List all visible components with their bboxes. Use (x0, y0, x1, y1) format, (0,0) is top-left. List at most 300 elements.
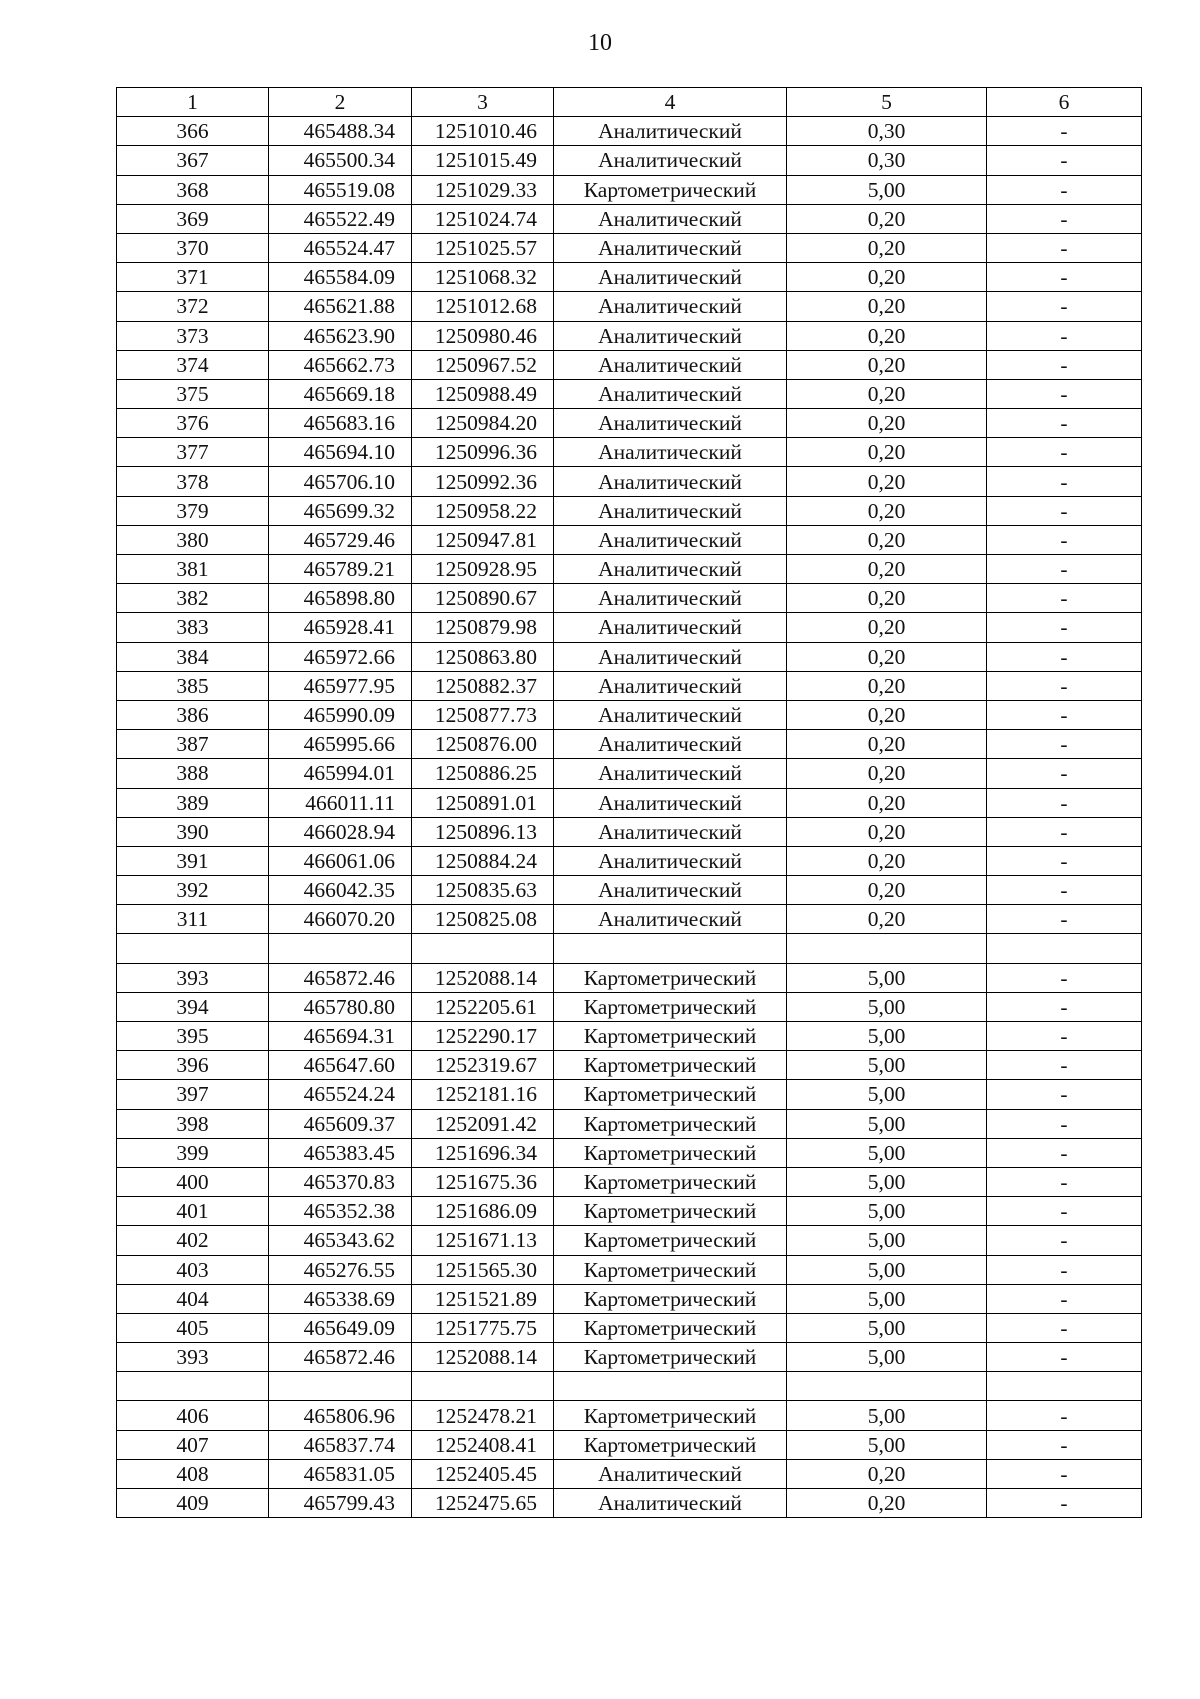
x-coordinate-cell: 465928.41 (269, 613, 412, 642)
method-cell: Аналитический (554, 438, 787, 467)
table-row (117, 1138, 1142, 1167)
y-coordinate-cell: 1250876.00 (412, 730, 554, 759)
x-coordinate-cell: 465338.69 (269, 1284, 412, 1313)
accuracy-cell: 0,20 (787, 292, 987, 321)
table-body (117, 88, 1142, 1518)
method-cell: Картометрический (554, 1255, 787, 1284)
point-number-cell: 379 (117, 496, 269, 525)
x-coordinate-cell: 465837.74 (269, 1430, 412, 1459)
note-cell: - (987, 584, 1142, 613)
accuracy-cell: 5,00 (787, 1080, 987, 1109)
method-cell: Картометрический (554, 1401, 787, 1430)
table-row (117, 1284, 1142, 1313)
x-coordinate-cell: 465972.66 (269, 642, 412, 671)
y-coordinate-cell: 1252205.61 (412, 992, 554, 1021)
method-cell: Аналитический (554, 321, 787, 350)
method-cell (554, 934, 787, 963)
note-cell: - (987, 613, 1142, 642)
y-coordinate-cell: 1252091.42 (412, 1109, 554, 1138)
table-row (117, 525, 1142, 554)
point-number-cell: 393 (117, 1343, 269, 1372)
table-row (117, 963, 1142, 992)
accuracy-cell: 0,30 (787, 117, 987, 146)
accuracy-cell: 0,20 (787, 233, 987, 262)
table-row (117, 409, 1142, 438)
note-cell: - (987, 350, 1142, 379)
method-cell: Картометрический (554, 1313, 787, 1342)
accuracy-cell: 0,20 (787, 613, 987, 642)
method-cell: Картометрический (554, 1080, 787, 1109)
x-coordinate-cell: 465990.09 (269, 700, 412, 729)
accuracy-cell: 5,00 (787, 1430, 987, 1459)
y-coordinate-cell: 1252319.67 (412, 1051, 554, 1080)
y-coordinate-cell: 1250996.36 (412, 438, 554, 467)
accuracy-cell: 5,00 (787, 1022, 987, 1051)
accuracy-cell: 0,20 (787, 555, 987, 584)
table-row (117, 1167, 1142, 1196)
method-cell: Аналитический (554, 350, 787, 379)
y-coordinate-cell: 1250984.20 (412, 409, 554, 438)
method-cell: Аналитический (554, 1489, 787, 1518)
x-coordinate-cell: 465623.90 (269, 321, 412, 350)
method-cell: Аналитический (554, 700, 787, 729)
coordinates-table (116, 87, 1142, 1518)
y-coordinate-cell: 1250825.08 (412, 905, 554, 934)
y-coordinate-cell: 1251696.34 (412, 1138, 554, 1167)
point-number-cell: 371 (117, 263, 269, 292)
method-cell: Аналитический (554, 263, 787, 292)
note-cell: - (987, 1109, 1142, 1138)
table-row (117, 1401, 1142, 1430)
x-coordinate-cell: 465647.60 (269, 1051, 412, 1080)
table-row (117, 1430, 1142, 1459)
point-number-cell: 386 (117, 700, 269, 729)
note-cell: - (987, 292, 1142, 321)
note-cell: - (987, 992, 1142, 1021)
table-row (117, 467, 1142, 496)
note-cell (987, 1372, 1142, 1401)
table-row (117, 934, 1142, 963)
y-coordinate-cell: 1251068.32 (412, 263, 554, 292)
method-cell: Аналитический (554, 555, 787, 584)
point-number-cell: 407 (117, 1430, 269, 1459)
note-cell: - (987, 175, 1142, 204)
y-coordinate-cell: 1252478.21 (412, 1401, 554, 1430)
note-cell: - (987, 730, 1142, 759)
accuracy-cell: 5,00 (787, 175, 987, 204)
y-coordinate-cell: 1250958.22 (412, 496, 554, 525)
point-number-cell: 378 (117, 467, 269, 496)
y-coordinate-cell: 1250884.24 (412, 846, 554, 875)
method-cell: Картометрический (554, 1284, 787, 1313)
accuracy-cell: 0,20 (787, 350, 987, 379)
point-number-cell: 388 (117, 759, 269, 788)
accuracy-cell: 0,20 (787, 204, 987, 233)
note-cell: - (987, 379, 1142, 408)
x-coordinate-cell: 465662.73 (269, 350, 412, 379)
y-coordinate-cell: 1251024.74 (412, 204, 554, 233)
y-coordinate-cell: 1252088.14 (412, 1343, 554, 1372)
y-coordinate-cell: 1250882.37 (412, 671, 554, 700)
table-row (117, 379, 1142, 408)
point-number-cell: 394 (117, 992, 269, 1021)
header-cell: 1 (117, 88, 269, 117)
x-coordinate-cell: 465683.16 (269, 409, 412, 438)
note-cell: - (987, 1051, 1142, 1080)
note-cell: - (987, 759, 1142, 788)
point-number-cell: 402 (117, 1226, 269, 1255)
x-coordinate-cell: 465519.08 (269, 175, 412, 204)
point-number-cell: 395 (117, 1022, 269, 1051)
note-cell: - (987, 1401, 1142, 1430)
x-coordinate-cell: 466042.35 (269, 876, 412, 905)
table-row (117, 1226, 1142, 1255)
y-coordinate-cell: 1250947.81 (412, 525, 554, 554)
accuracy-cell: 0,20 (787, 876, 987, 905)
method-cell: Аналитический (554, 204, 787, 233)
method-cell: Картометрический (554, 1022, 787, 1051)
accuracy-cell: 0,20 (787, 846, 987, 875)
y-coordinate-cell: 1252088.14 (412, 963, 554, 992)
point-number-cell: 375 (117, 379, 269, 408)
point-number-cell: 390 (117, 817, 269, 846)
method-cell: Картометрический (554, 963, 787, 992)
method-cell: Аналитический (554, 409, 787, 438)
point-number-cell: 384 (117, 642, 269, 671)
method-cell: Аналитический (554, 613, 787, 642)
method-cell: Аналитический (554, 788, 787, 817)
note-cell: - (987, 642, 1142, 671)
point-number-cell: 409 (117, 1489, 269, 1518)
point-number-cell: 387 (117, 730, 269, 759)
y-coordinate-cell: 1252290.17 (412, 1022, 554, 1051)
point-number-cell: 401 (117, 1197, 269, 1226)
point-number-cell: 398 (117, 1109, 269, 1138)
note-cell: - (987, 263, 1142, 292)
method-cell: Аналитический (554, 1459, 787, 1488)
y-coordinate-cell (412, 934, 554, 963)
point-number-cell: 389 (117, 788, 269, 817)
table-row (117, 438, 1142, 467)
method-cell: Аналитический (554, 146, 787, 175)
x-coordinate-cell: 465524.47 (269, 233, 412, 262)
header-cell: 3 (412, 88, 554, 117)
table-row (117, 350, 1142, 379)
note-cell: - (987, 1284, 1142, 1313)
note-cell: - (987, 1313, 1142, 1342)
accuracy-cell: 0,30 (787, 146, 987, 175)
y-coordinate-cell: 1251671.13 (412, 1226, 554, 1255)
accuracy-cell: 5,00 (787, 963, 987, 992)
point-number-cell: 376 (117, 409, 269, 438)
x-coordinate-cell: 465831.05 (269, 1459, 412, 1488)
accuracy-cell: 5,00 (787, 1138, 987, 1167)
note-cell: - (987, 905, 1142, 934)
y-coordinate-cell: 1250877.73 (412, 700, 554, 729)
x-coordinate-cell: 465694.10 (269, 438, 412, 467)
table-row (117, 1255, 1142, 1284)
accuracy-cell: 0,20 (787, 379, 987, 408)
x-coordinate-cell: 465276.55 (269, 1255, 412, 1284)
point-number-cell (117, 934, 269, 963)
table-row (117, 1022, 1142, 1051)
y-coordinate-cell: 1250879.98 (412, 613, 554, 642)
table-row (117, 1080, 1142, 1109)
method-cell: Аналитический (554, 233, 787, 262)
table-row (117, 292, 1142, 321)
header-cell: 4 (554, 88, 787, 117)
accuracy-cell: 5,00 (787, 1051, 987, 1080)
accuracy-cell: 0,20 (787, 671, 987, 700)
x-coordinate-cell (269, 934, 412, 963)
point-number-cell: 385 (117, 671, 269, 700)
note-cell: - (987, 1138, 1142, 1167)
note-cell: - (987, 204, 1142, 233)
y-coordinate-cell: 1251775.75 (412, 1313, 554, 1342)
x-coordinate-cell: 465780.80 (269, 992, 412, 1021)
table-row (117, 1372, 1142, 1401)
method-cell: Картометрический (554, 1343, 787, 1372)
accuracy-cell: 0,20 (787, 788, 987, 817)
table-row (117, 204, 1142, 233)
x-coordinate-cell: 465994.01 (269, 759, 412, 788)
table-row (117, 117, 1142, 146)
note-cell: - (987, 1080, 1142, 1109)
accuracy-cell: 0,20 (787, 321, 987, 350)
table-row (117, 671, 1142, 700)
table-row (117, 700, 1142, 729)
note-cell: - (987, 1459, 1142, 1488)
y-coordinate-cell: 1251010.46 (412, 117, 554, 146)
page-number: 10 (588, 30, 612, 56)
table-row (117, 555, 1142, 584)
method-cell: Аналитический (554, 584, 787, 613)
accuracy-cell: 5,00 (787, 1343, 987, 1372)
method-cell: Аналитический (554, 905, 787, 934)
table-row (117, 146, 1142, 175)
x-coordinate-cell: 465729.46 (269, 525, 412, 554)
table-row (117, 584, 1142, 613)
note-cell: - (987, 788, 1142, 817)
point-number-cell: 377 (117, 438, 269, 467)
y-coordinate-cell: 1252408.41 (412, 1430, 554, 1459)
table-row (117, 730, 1142, 759)
x-coordinate-cell: 465806.96 (269, 1401, 412, 1430)
point-number-cell (117, 1372, 269, 1401)
x-coordinate-cell: 465621.88 (269, 292, 412, 321)
y-coordinate-cell: 1251675.36 (412, 1167, 554, 1196)
accuracy-cell: 5,00 (787, 1313, 987, 1342)
method-cell: Аналитический (554, 876, 787, 905)
point-number-cell: 393 (117, 963, 269, 992)
header-cell: 5 (787, 88, 987, 117)
table-row (117, 321, 1142, 350)
y-coordinate-cell: 1252181.16 (412, 1080, 554, 1109)
note-cell: - (987, 1343, 1142, 1372)
accuracy-cell: 5,00 (787, 1255, 987, 1284)
y-coordinate-cell: 1252405.45 (412, 1459, 554, 1488)
method-cell: Картометрический (554, 1226, 787, 1255)
note-cell: - (987, 555, 1142, 584)
note-cell: - (987, 1255, 1142, 1284)
note-cell: - (987, 1489, 1142, 1518)
method-cell: Картометрический (554, 1430, 787, 1459)
point-number-cell: 373 (117, 321, 269, 350)
point-number-cell: 406 (117, 1401, 269, 1430)
accuracy-cell: 5,00 (787, 1401, 987, 1430)
accuracy-cell: 0,20 (787, 730, 987, 759)
y-coordinate-cell: 1250992.36 (412, 467, 554, 496)
note-cell: - (987, 1167, 1142, 1196)
accuracy-cell (787, 1372, 987, 1401)
note-cell (987, 934, 1142, 963)
y-coordinate-cell: 1250890.67 (412, 584, 554, 613)
accuracy-cell: 0,20 (787, 263, 987, 292)
method-cell: Аналитический (554, 642, 787, 671)
point-number-cell: 405 (117, 1313, 269, 1342)
x-coordinate-cell: 465524.24 (269, 1080, 412, 1109)
x-coordinate-cell: 465898.80 (269, 584, 412, 613)
method-cell: Картометрический (554, 1197, 787, 1226)
y-coordinate-cell: 1250835.63 (412, 876, 554, 905)
table-row (117, 1051, 1142, 1080)
y-coordinate-cell: 1251686.09 (412, 1197, 554, 1226)
point-number-cell: 367 (117, 146, 269, 175)
note-cell: - (987, 321, 1142, 350)
y-coordinate-cell: 1250980.46 (412, 321, 554, 350)
accuracy-cell: 0,20 (787, 467, 987, 496)
table-row (117, 1313, 1142, 1342)
table-row (117, 1197, 1142, 1226)
method-cell: Картометрический (554, 1138, 787, 1167)
y-coordinate-cell: 1252475.65 (412, 1489, 554, 1518)
x-coordinate-cell: 465584.09 (269, 263, 412, 292)
point-number-cell: 369 (117, 204, 269, 233)
y-coordinate-cell: 1250886.25 (412, 759, 554, 788)
method-cell: Аналитический (554, 117, 787, 146)
table-row (117, 233, 1142, 262)
point-number-cell: 399 (117, 1138, 269, 1167)
accuracy-cell: 0,20 (787, 1489, 987, 1518)
note-cell: - (987, 1430, 1142, 1459)
y-coordinate-cell: 1251521.89 (412, 1284, 554, 1313)
accuracy-cell: 0,20 (787, 1459, 987, 1488)
method-cell: Картометрический (554, 175, 787, 204)
note-cell: - (987, 671, 1142, 700)
x-coordinate-cell: 466011.11 (269, 788, 412, 817)
method-cell: Аналитический (554, 379, 787, 408)
accuracy-cell: 5,00 (787, 992, 987, 1021)
x-coordinate-cell: 465694.31 (269, 1022, 412, 1051)
table-row (117, 788, 1142, 817)
x-coordinate-cell: 465789.21 (269, 555, 412, 584)
y-coordinate-cell: 1250928.95 (412, 555, 554, 584)
note-cell: - (987, 1197, 1142, 1226)
y-coordinate-cell: 1250891.01 (412, 788, 554, 817)
table-row (117, 1489, 1142, 1518)
x-coordinate-cell: 466028.94 (269, 817, 412, 846)
note-cell: - (987, 963, 1142, 992)
x-coordinate-cell: 465343.62 (269, 1226, 412, 1255)
method-cell: Аналитический (554, 759, 787, 788)
x-coordinate-cell: 465370.83 (269, 1167, 412, 1196)
x-coordinate-cell: 465995.66 (269, 730, 412, 759)
x-coordinate-cell: 465522.49 (269, 204, 412, 233)
note-cell: - (987, 409, 1142, 438)
method-cell: Картометрический (554, 1167, 787, 1196)
accuracy-cell: 0,20 (787, 409, 987, 438)
y-coordinate-cell (412, 1372, 554, 1401)
method-cell: Аналитический (554, 730, 787, 759)
note-cell: - (987, 233, 1142, 262)
method-cell: Картометрический (554, 1109, 787, 1138)
accuracy-cell: 5,00 (787, 1226, 987, 1255)
table-row (117, 759, 1142, 788)
table-row (117, 1343, 1142, 1372)
table-row (117, 876, 1142, 905)
point-number-cell: 370 (117, 233, 269, 262)
table-row (117, 642, 1142, 671)
note-cell: - (987, 817, 1142, 846)
x-coordinate-cell: 465872.46 (269, 1343, 412, 1372)
note-cell: - (987, 496, 1142, 525)
point-number-cell: 374 (117, 350, 269, 379)
x-coordinate-cell (269, 1372, 412, 1401)
point-number-cell: 391 (117, 846, 269, 875)
y-coordinate-cell: 1251015.49 (412, 146, 554, 175)
note-cell: - (987, 1022, 1142, 1051)
table-row (117, 1459, 1142, 1488)
y-coordinate-cell: 1250863.80 (412, 642, 554, 671)
x-coordinate-cell: 465669.18 (269, 379, 412, 408)
method-cell: Картометрический (554, 1051, 787, 1080)
method-cell: Аналитический (554, 671, 787, 700)
note-cell: - (987, 467, 1142, 496)
point-number-cell: 383 (117, 613, 269, 642)
x-coordinate-cell: 465872.46 (269, 963, 412, 992)
y-coordinate-cell: 1250967.52 (412, 350, 554, 379)
y-coordinate-cell: 1250988.49 (412, 379, 554, 408)
method-cell: Аналитический (554, 525, 787, 554)
accuracy-cell: 5,00 (787, 1167, 987, 1196)
accuracy-cell: 5,00 (787, 1284, 987, 1313)
method-cell: Аналитический (554, 496, 787, 525)
note-cell: - (987, 146, 1142, 175)
x-coordinate-cell: 465649.09 (269, 1313, 412, 1342)
accuracy-cell: 0,20 (787, 817, 987, 846)
table-row (117, 905, 1142, 934)
table-row (117, 1109, 1142, 1138)
point-number-cell: 408 (117, 1459, 269, 1488)
x-coordinate-cell: 465352.38 (269, 1197, 412, 1226)
accuracy-cell: 5,00 (787, 1197, 987, 1226)
method-cell: Аналитический (554, 292, 787, 321)
note-cell: - (987, 846, 1142, 875)
point-number-cell: 381 (117, 555, 269, 584)
method-cell: Аналитический (554, 846, 787, 875)
method-cell: Аналитический (554, 817, 787, 846)
header-cell: 6 (987, 88, 1142, 117)
accuracy-cell (787, 934, 987, 963)
accuracy-cell: 0,20 (787, 584, 987, 613)
x-coordinate-cell: 465799.43 (269, 1489, 412, 1518)
note-cell: - (987, 876, 1142, 905)
x-coordinate-cell: 466070.20 (269, 905, 412, 934)
table-row (117, 992, 1142, 1021)
point-number-cell: 397 (117, 1080, 269, 1109)
table-header-row (117, 88, 1142, 117)
accuracy-cell: 5,00 (787, 1109, 987, 1138)
